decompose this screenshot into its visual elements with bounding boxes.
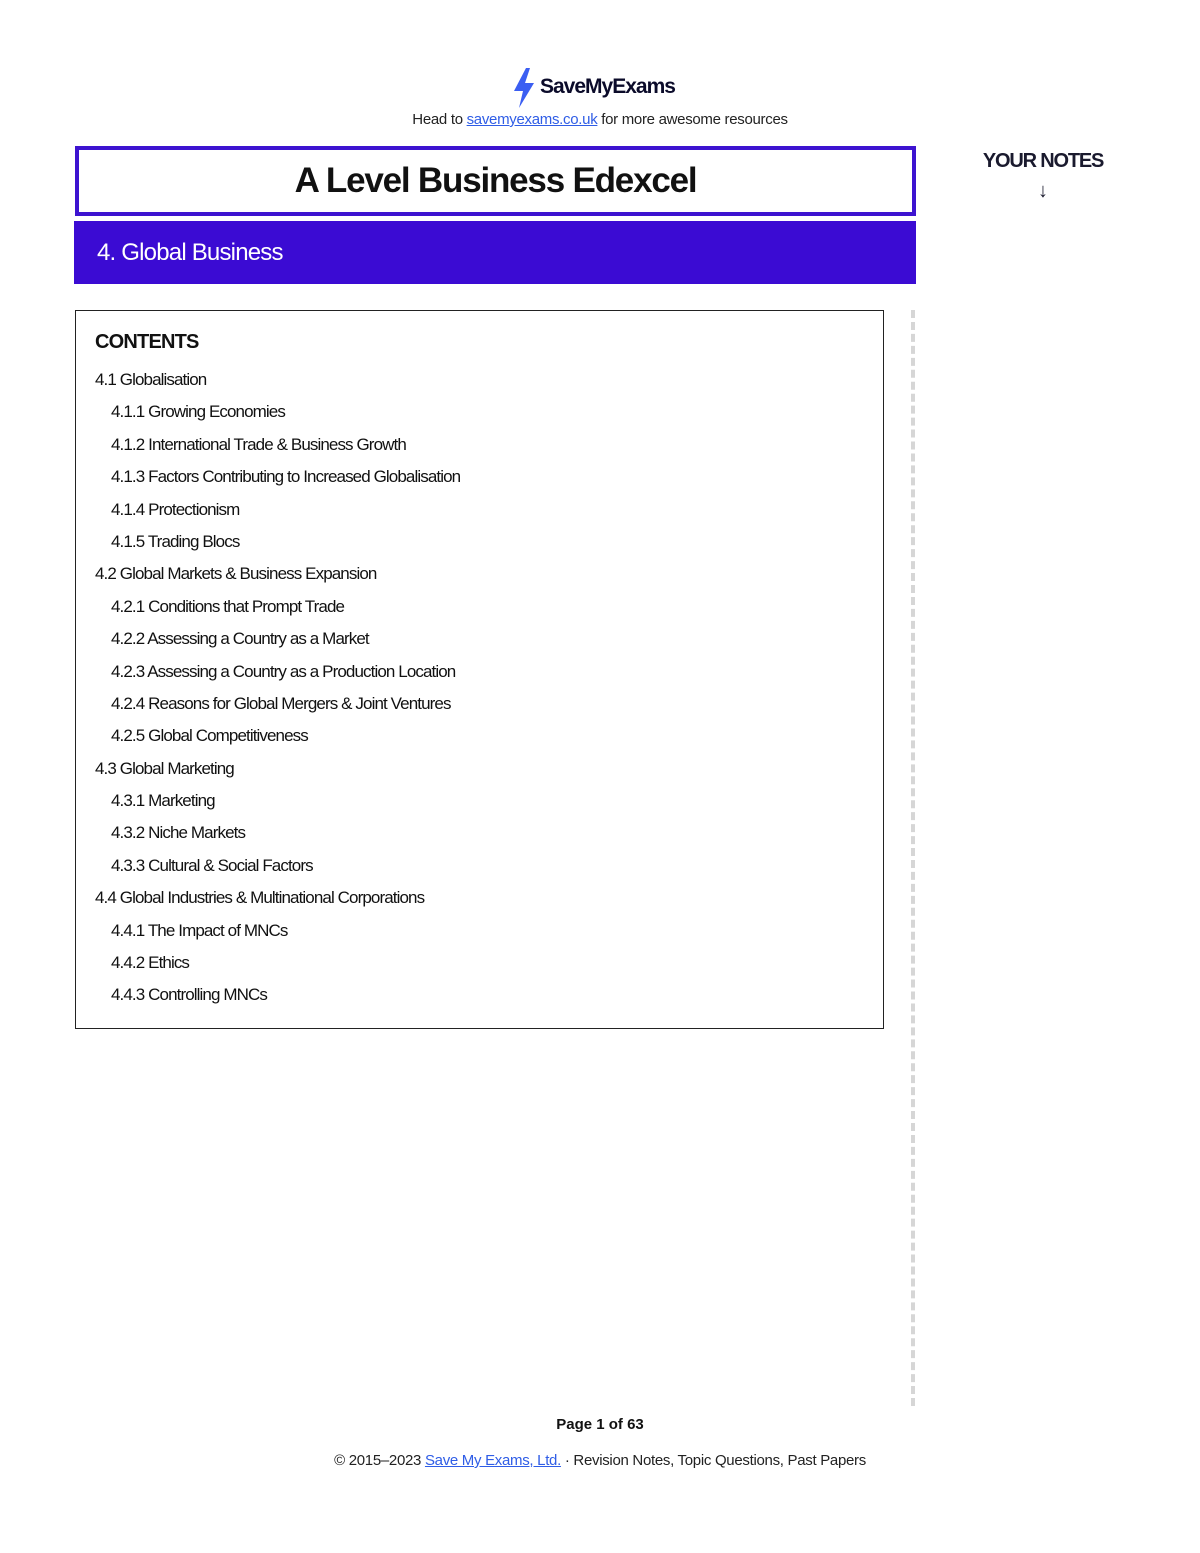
document-title: A Level Business Edexcel — [294, 161, 697, 200]
toc-subsection-link[interactable]: 4.2.5 Global Competitiveness — [111, 726, 308, 746]
logo-text: SaveMyExams — [540, 75, 675, 98]
lightning-bolt-icon — [510, 66, 538, 110]
toc-subsection-link[interactable]: 4.1.4 Protectionism — [111, 499, 240, 519]
toc-section-link[interactable]: 4.3 Global Marketing — [95, 758, 234, 778]
arrow-down-icon: ↓ — [1038, 180, 1048, 202]
your-notes-label: YOUR NOTES — [982, 150, 1104, 172]
toc-subsection-link[interactable]: 4.3.3 Cultural & Social Factors — [111, 855, 313, 875]
toc-subsection-link[interactable]: 4.4.1 The Impact of MNCs — [111, 920, 288, 940]
toc-subsection-link[interactable]: 4.4.2 Ethics — [111, 953, 190, 973]
toc-subsection-link[interactable]: 4.3.1 Marketing — [111, 791, 215, 811]
brand-logo[interactable] — [510, 66, 675, 110]
toc-subsection-link[interactable]: 4.2.1 Conditions that Prompt Trade — [111, 596, 345, 616]
contents-heading: CONTENTS — [95, 331, 199, 353]
site-link[interactable]: savemyexams.co.uk — [466, 111, 598, 128]
page-number: Page 1 of 63 — [556, 1416, 644, 1433]
header-tagline — [0, 111, 1200, 128]
toc-subsection-link[interactable]: 4.3.2 Niche Markets — [111, 823, 246, 843]
toc-section-link[interactable]: 4.1 Globalisation — [95, 370, 207, 389]
toc-subsection-link[interactable]: 4.1.2 International Trade & Business Growth — [111, 434, 406, 454]
notes-divider — [911, 310, 915, 1406]
toc-section-link[interactable]: 4.2 Global Markets & Business Expansion — [95, 564, 377, 584]
section-banner — [74, 221, 916, 284]
toc-subsection-link[interactable]: 4.1.3 Factors Contributing to Increased Globalisation — [111, 467, 461, 487]
toc-subsection-link[interactable]: 4.1.5 Trading Blocs — [111, 531, 240, 551]
toc-section-link[interactable]: 4.4 Global Industries & Multinational Corporations — [95, 888, 425, 908]
copyright-suffix: · Revision Notes, Topic Questions, Past Papers — [560, 1452, 866, 1469]
toc-subsection-link[interactable]: 4.2.3 Assessing a Country as a Production Location — [111, 661, 456, 681]
tagline-prefix: Head to — [412, 111, 467, 128]
toc-subsection-link[interactable]: 4.2.4 Reasons for Global Mergers & Joint Ventures — [111, 693, 451, 713]
document-title-box — [75, 146, 916, 216]
section-title: 4. Global Business — [97, 238, 283, 266]
company-link[interactable]: Save My Exams, Ltd. — [424, 1452, 561, 1469]
contents-box — [75, 310, 884, 1029]
tagline-suffix: for more awesome resources — [597, 111, 788, 128]
toc-subsection-link[interactable]: 4.1.1 Growing Economies — [111, 402, 285, 422]
toc-subsection-link[interactable]: 4.4.3 Controlling MNCs — [111, 985, 267, 1005]
footer-copyright — [0, 1452, 1200, 1469]
copyright-prefix: © 2015–2023 — [334, 1452, 425, 1469]
toc-subsection-link[interactable]: 4.2.2 Assessing a Country as a Market — [111, 629, 369, 649]
table-of-contents — [95, 366, 460, 1014]
